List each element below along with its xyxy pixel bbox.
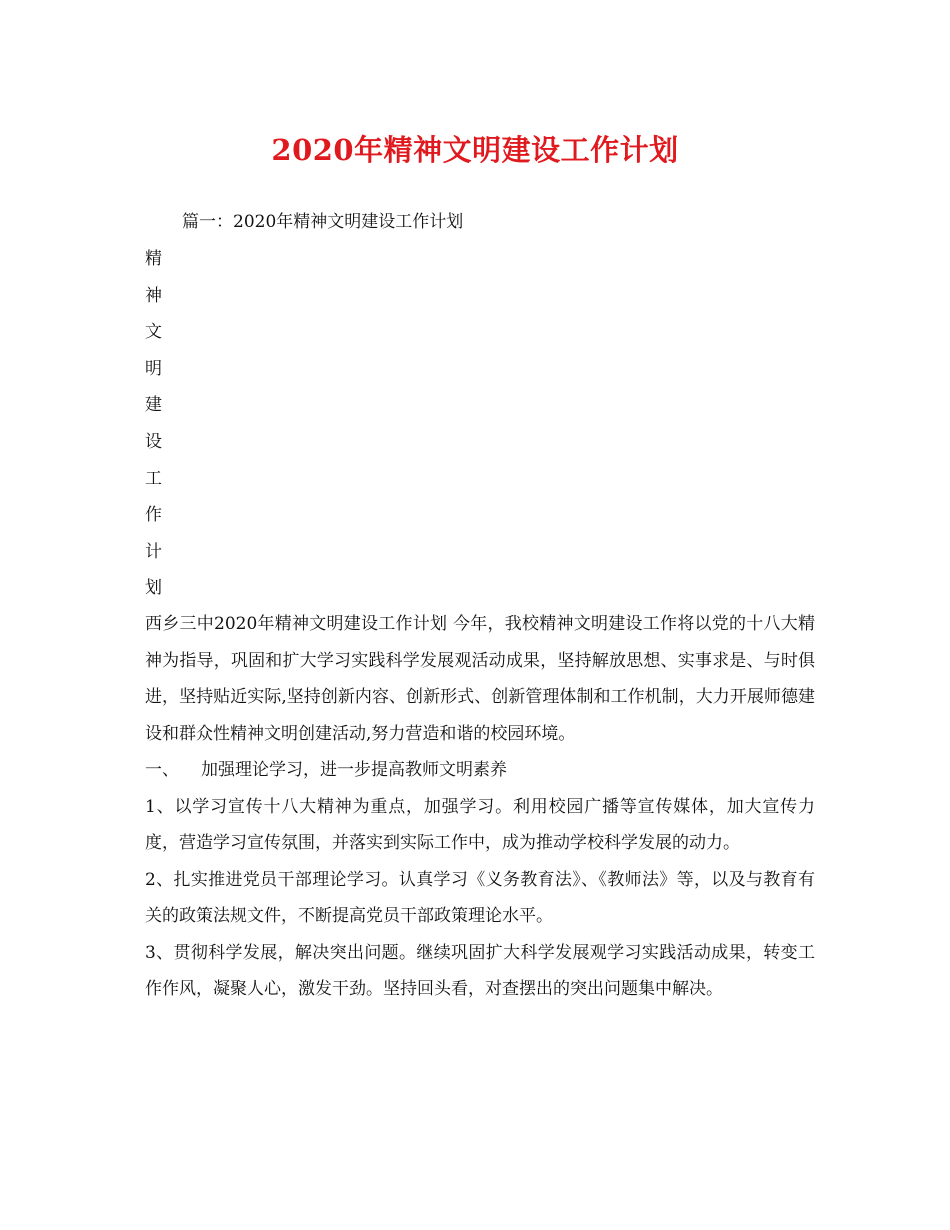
- document-title: 2020年精神文明建设工作计划: [271, 133, 679, 167]
- vertical-char: 建: [145, 395, 162, 416]
- vertical-char: 精: [145, 249, 162, 269]
- vertical-char: 划: [145, 578, 162, 599]
- section-number: 一、: [145, 760, 179, 780]
- vertical-char: 明: [145, 358, 162, 379]
- intro-paragraph: 西乡三中2020年精神文明建设工作计划 今年，我校精神文明建设工作将以党的十八大精神为指导，巩固和扩大学习实践科学发展观活动成果，坚持解放思想、实事求是、与时俱进，坚持贴近实际,坚持创新内容、创新形式、创新管理体制和工作机制，大力开展师德建设和群众性精神文明创建活动,努力营造和谐的校园环境。: [145, 614, 815, 744]
- vertical-char: 计: [145, 541, 162, 562]
- list-item: 1、以学习宣传十八大精神为重点，加强学习。利用校园广播等宣传媒体，加大宣传力度，营造学习宣传氛围，并落实到实际工作中，成为推动学校科学发展的动力。: [145, 796, 815, 853]
- section-title: 加强理论学习，进一步提高教师文明素养: [201, 760, 507, 780]
- vertical-char: 文: [145, 322, 162, 343]
- document-subtitle: 篇一：2020年精神文明建设工作计划: [182, 212, 464, 232]
- list-item: 3、贯彻科学发展，解决突出问题。继续巩固扩大科学发展观学习实践活动成果，转变工作作风，凝聚人心，激发干劲。坚持回头看，对查摆出的突出问题集中解决。: [145, 942, 815, 999]
- vertical-char: 工: [145, 468, 162, 489]
- vertical-char: 作: [145, 505, 162, 526]
- list-item: 2、扎实推进党员干部理论学习。认真学习《义务教育法》、《教师法》等，以及与教育有关的政策法规文件，不断提高党员干部政策理论水平。: [145, 869, 815, 926]
- document-body: [145, 606, 815, 1008]
- vertical-char: 神: [145, 285, 162, 306]
- vertical-title: [145, 245, 185, 611]
- vertical-char: 设: [145, 431, 162, 452]
- section-heading: [145, 752, 815, 789]
